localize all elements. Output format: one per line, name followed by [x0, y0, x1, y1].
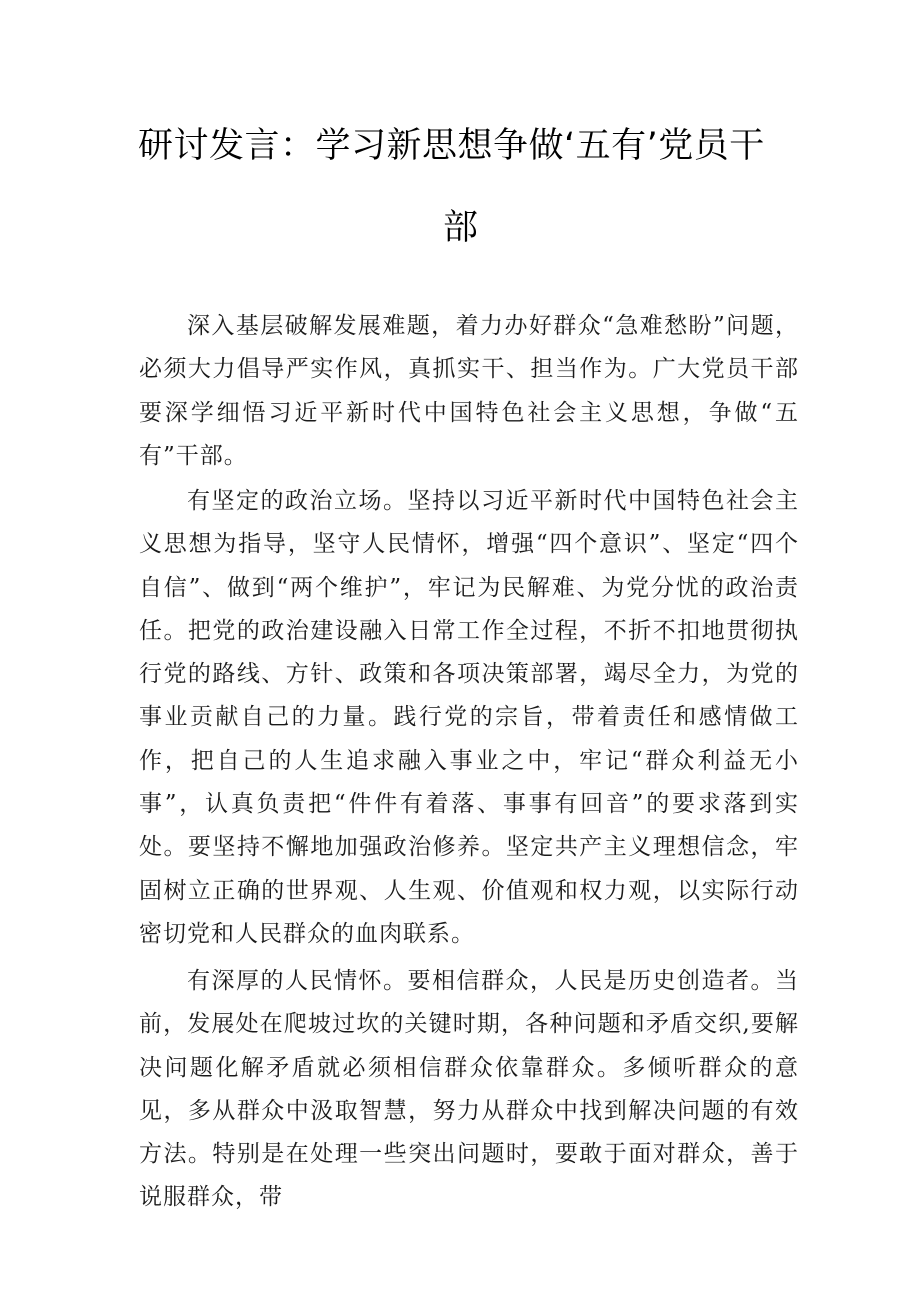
- document-title-line-2: 部: [443, 208, 479, 248]
- paragraph-political-stance: 有坚定的政治立场。坚持以习近平新时代中国特色社会主义思想为指导，坚守人民情怀，增强“四个意识”、坚定“四个自信”、做到“两个维护”，牢记为民解难、为党分忧的政治责任。把党的政治建设融入日常工作全过程，不折不扣地贯彻执行党的路线、方针、政策和各项决策部署，竭尽全力，为党的事业贡献自己的力量。践行党的宗旨，带着责任和感情做工作，把自己的人生追求融入事业之中，牢记“群众利益无小事”，认真负责把“件件有着落、事事有回音”的要求落到实处。要坚持不懈地加强政治修养。坚定共产主义理想信念，牢固树立正确的世界观、人生观、价值观和权力观，以实际行动密切党和人民群众的血肉联系。: [139, 488, 799, 947]
- document-title-line-1: 研讨发言：学习新思想争做‘五有’党员干: [138, 126, 765, 166]
- paragraph-intro: 深入基层破解发展难题，着力办好群众“急难愁盼”问题，必须大力倡导严实作风，真抓实干、担当作为。广大党员干部要深学细悟习近平新时代中国特色社会主义思想，争做“五有”干部。: [139, 313, 799, 469]
- paragraph-people-sentiment: 有深厚的人民情怀。要相信群众，人民是历史创造者。当前，发展处在爬坡过坎的关键时期，各种问题和矛盾交织,要解决问题化解矛盾就必须相信群众依靠群众。多倾听群众的意见，多从群众中汲取智慧，努力从群众中找到解决问题的有效方法。特别是在处理一些突出问题时，要敢于面对群众，善于说服群众，带: [139, 968, 799, 1211]
